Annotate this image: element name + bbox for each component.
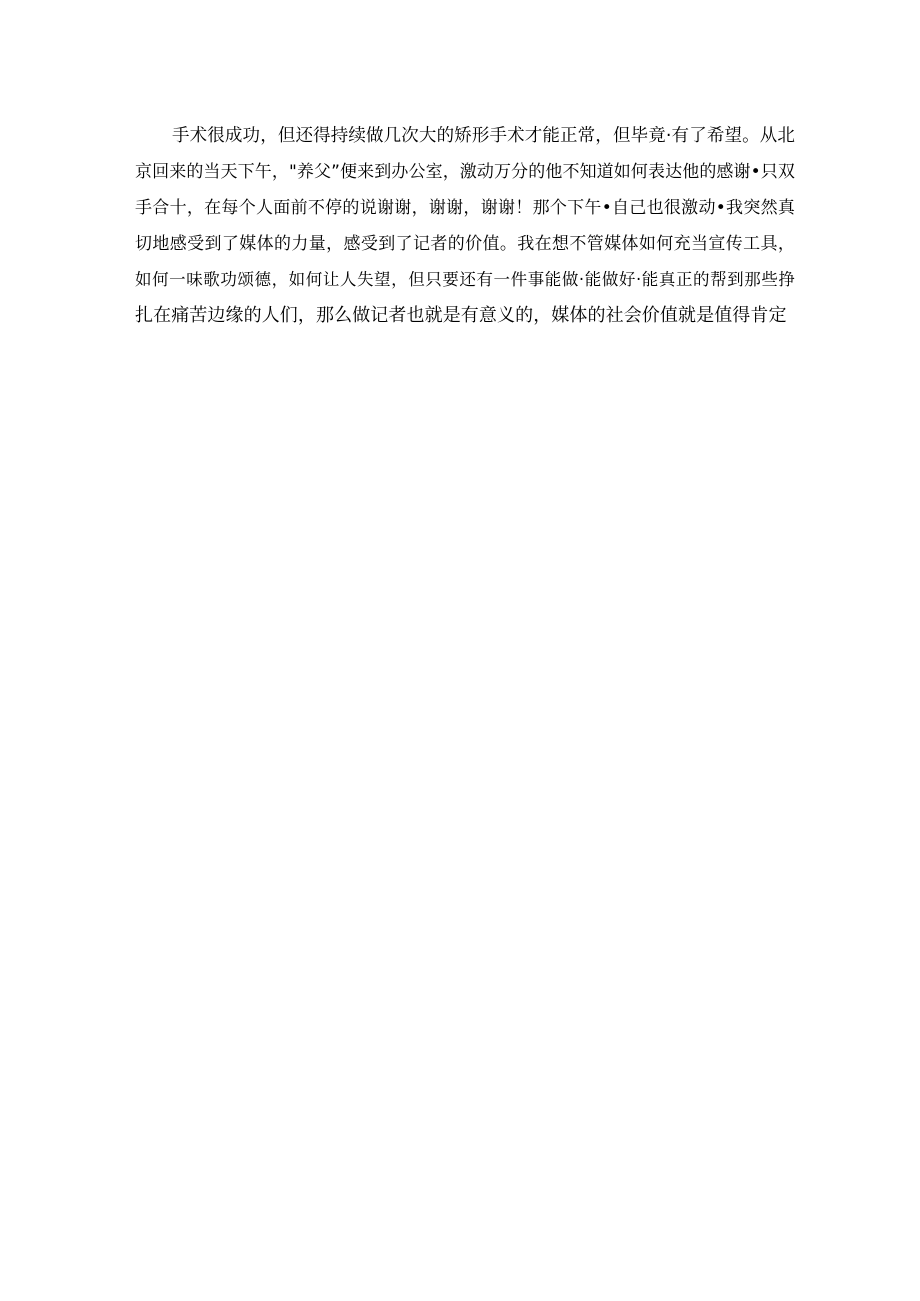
paragraph-line-6: 扎在痛苦边缘的人们，那么做记者也就是有意义的，媒体的社会价值就是值得肯定 xyxy=(135,305,787,326)
body-paragraph xyxy=(135,118,795,334)
paragraph-line-4: 切地感受到了媒体的力量，感受到了记者的价值。我在想不管媒体如何充当宣传工具， xyxy=(135,234,795,254)
paragraph-line-2: 京回来的当天下午，"养父”便来到办公室，激动万分的他不知道如何表达他的感谢•只双 xyxy=(135,162,795,182)
paragraph-line-5: 如何一味歌功颂德，如何让人失望，但只要还有一件事能做·能做好·能真正的帮到那些挣 xyxy=(135,270,795,289)
paragraph-line-3: 手合十，在每个人面前不停的说谢谢，谢谢，谢谢！那个下午•自己也很激动•我突然真 xyxy=(135,198,795,218)
paragraph-line-1: 手术很成功，但还得持续做几次大的矫形手术才能正常，但毕竟·有了希望。从北 xyxy=(172,126,795,146)
